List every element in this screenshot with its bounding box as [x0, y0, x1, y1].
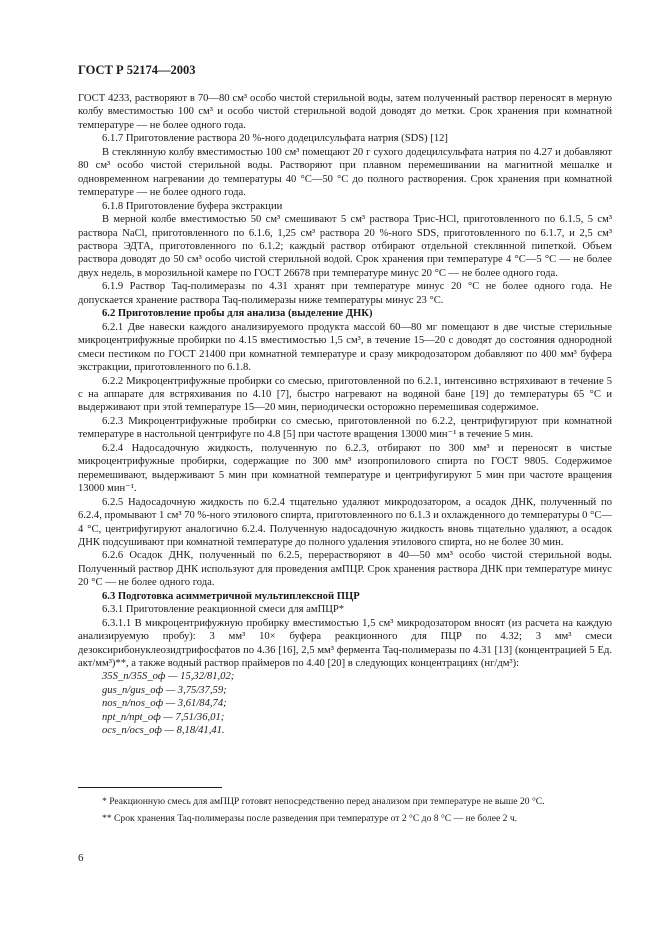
footnotes — [78, 795, 612, 829]
section-6-2-5: 6.2.5 Надосадочную жидкость по 6.2.4 тщательно удаляют микродозатором, а осадок ДНК, полученный по 6.2.4, промывают 1 см³ 70 %-ного этилового спирта, приготовленного по 6.1.3 и охлажденного до температуры 0 °С—4 °С, центрифугируют аналогично 6.2.4. Полученную надосадочную жидкость вновь тщательно удаляют, а осадок ДНК подсушивают при комнатной температуре до полного удаления этилового спирта, но не более 30 мин. — [78, 496, 612, 548]
section-6-2-6: 6.2.6 Осадок ДНК, полученный по 6.2.5, перерастворяют в 40—50 мм³ особо чистой стерильной воды. Полученный раствор ДНК используют для проведения амПЦР. Срок хранения раствора ДНК при температуре минус 20 °С — не более одного года. — [78, 550, 612, 589]
section-6-2-4: 6.2.4 Надосадочную жидкость, полученную по 6.2.3, отбирают по 300 мм³ и переносят в чистые микроцентрифужные пробирки, содержащие по 300 мм³ изопропилового спирта по ГОСТ 9805. Содержимое перемешивают, выдерживают 5 мин при комнатной температуре и центрифугируют 5 мин при частоте вращения 13000 мин⁻¹. — [78, 442, 612, 495]
section-6-1-7-text: В стеклянную колбу вместимостью 100 см³ помещают 20 г сухого додецилсульфата натрия по 4.27 и добавляют 80 см³ особо чистой стерильной воды. Растворяют при плавном перемешивании на магнитной мешалке и одновременном нагревании до температуры 40 °С—50 °С до полного растворения. Срок хранения при комнатной температуре — не более одного года. — [78, 146, 612, 199]
concentration-npt: npt_п/npt_оф — 7,51/36,01; — [102, 711, 225, 723]
section-6-1-7-title: 6.1.7 Приготовление раствора 20 %-ного додецилсульфата натрия (SDS) [12] — [102, 133, 448, 145]
paragraph-continued: ГОСТ 4233, растворяют в 70—80 см³ особо чистой стерильной воды, затем полученный раствор переносят в мерную колбу вместимостью 100 см³ и особо чистой стерильной водой доводят до метки. Срок хранения при комнатной температуре — не более одного года. — [78, 93, 612, 131]
footnote-divider — [78, 787, 222, 788]
page-header: ГОСТ Р 52174—2003 — [78, 63, 196, 77]
section-6-1-8-text: В мерной колбе вместимостью 50 см³ смешивают 5 см³ раствора Трис-HCl, приготовленного по 6.1.5, 5 см³ раствора NaCl, приготовленного по 6.1.6, 1,25 см³ раствора 20 %-ного SDS, приготовленного по 6.1.7, и 2,5 см³ раствора ЭДТА, приготовленного по 6.1.2; каждый раствор отбирают отдельной стеклянной пипеткой. Объем раствора доводят до 50 см³ особо чистой стерильной водой. Срок хранения при температуре 4 °С—5 °С — не более двух недель, в морозильной камере по ГОСТ 26678 при температуре минус 20 °С — не более одного года. — [78, 214, 612, 279]
document-body — [78, 92, 612, 738]
concentration-35s: 35S_п/35S_оф — 15,32/81,02; — [102, 671, 235, 683]
heading-6-3: 6.3 Подготовка асимметричной мультиплексной ПЦР — [102, 590, 360, 602]
footnote-1: * Реакционную смесь для амПЦР готовят непосредственно перед анализом при температуре не выше 20 °С. — [102, 796, 545, 807]
section-6-2-2: 6.2.2 Микроцентрифужные пробирки со смесью, приготовленной по 6.2.1, интенсивно встряхивают в течение 5 с на аппарате для встряхивания по 4.10 [7], быстро нагревают на водяной бане [19] до температуры 65 °С и выдерживают при этой температуре 15—20 мин, периодически осторожно перемешивая содержимое. — [78, 375, 612, 414]
section-6-3-1-1: 6.3.1.1 В микроцентрифужную пробирку вместимостью 1,5 см³ микродозатором вносят (из расчета на каждую анализируемую пробу): 3 мм³ 10× буфера реакционного для ПЦР по 4.32; 3 мм³ смеси дезоксирибонуклеозидтрифосфатов по 4.36 [16], 2,5 мм³ фермента Taq-полимеразы по 4.31 [13] (концентрацией 5 Ед. акт/мм³)**, а также водный раствор праймеров по 4.40 [20] в следующих концентрациях (нг/дм³): — [78, 617, 612, 670]
concentration-nos: nos_п/nos_оф — 3,61/84,74; — [102, 698, 227, 710]
concentration-ocs: ocs_п/ocs_оф — 8,18/41,41. — [102, 725, 225, 737]
section-6-2-1: 6.2.1 Две навески каждого анализируемого продукта массой 60—80 мг помещают в две чистые стерильные микроцентрифужные пробирки по 4.15 вместимостью 1,5 см³, в течение 15—20 с доводят до состояния однородной смеси пестиком по ГОСТ 21400 при комнатной температуре и сразу микродозатором добавляют по 400 мм³ буфера экстракции, приготовленного по 6.1.8. — [78, 321, 612, 374]
section-6-3-1: 6.3.1 Приготовление реакционной смеси для амПЦР* — [102, 604, 345, 616]
section-6-2-3: 6.2.3 Микроцентрифужные пробирки со смесью, приготовленной по 6.2.2, центрифугируют при комнатной температуре в настольной центрифуге по 4.8 [5] при частоте вращения 13000 мин⁻¹ в течение 5 мин. — [78, 415, 612, 441]
page-number: 6 — [78, 852, 84, 864]
section-6-1-8-title: 6.1.8 Приготовление буфера экстракции — [102, 200, 283, 212]
concentration-gus: gus_п/gus_оф — 3,75/37,59; — [102, 684, 227, 696]
heading-6-2: 6.2 Приготовление пробы для анализа (выделение ДНК) — [102, 308, 373, 320]
section-6-1-9: 6.1.9 Раствор Taq-полимеразы по 4.31 хранят при температуре минус 20 °С не более одного года. Не допускается хранение раствора Taq-полимеразы ниже температуры минус 23 °С. — [78, 281, 612, 306]
footnote-2: ** Срок хранения Taq-полимеразы после разведения при температуре от 2 °С до 8 °С — не более 2 ч. — [102, 813, 518, 824]
